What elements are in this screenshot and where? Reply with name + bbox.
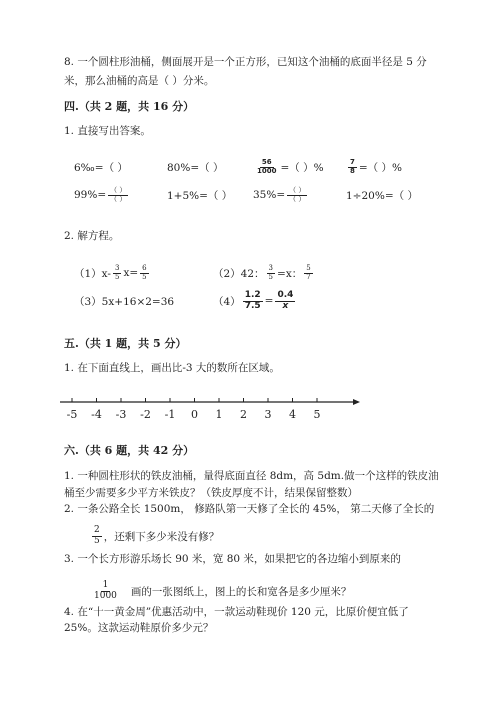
- fraction-numerator: 56: [261, 158, 272, 167]
- number-line-label: -3: [115, 408, 127, 421]
- equation-3: （3）5x+16×2=36: [74, 295, 175, 308]
- answer-99-percent: [74, 184, 130, 206]
- fraction-numerator: 1.2: [244, 290, 261, 301]
- sec6-q2-line2: [90, 522, 219, 550]
- equation-2: [213, 262, 315, 284]
- fraction-numerator: 2: [94, 525, 100, 536]
- sec6-q4-line2: 25%。这款运动鞋原价多少元？: [64, 622, 214, 634]
- fraction-numerator: 1: [102, 580, 109, 591]
- fraction-5-7: [304, 265, 312, 281]
- equation-text: x=: [123, 267, 139, 279]
- answer-7-over-8: [346, 156, 402, 178]
- fraction-numerator: 5: [306, 264, 311, 273]
- fraction-denominator: 8: [350, 166, 355, 175]
- expression: 99%=: [74, 189, 107, 201]
- equation-text: =x：: [277, 267, 303, 280]
- number-line-label: 5: [313, 408, 321, 421]
- sec4-q1-title: 1. 直接写出答案。: [64, 125, 151, 137]
- fraction-56-1000: [255, 159, 278, 175]
- answer-80-percent: 80%=（ ）: [167, 161, 224, 174]
- fraction-denominator: 5: [114, 272, 120, 281]
- answer-blank: =（ ）%: [280, 161, 324, 174]
- equation-text: （4）: [213, 295, 241, 308]
- fraction-denominator: 7.5: [244, 300, 261, 311]
- fraction-numerator: （ ）: [110, 186, 127, 195]
- fraction-numerator: 6: [142, 264, 147, 273]
- equation-1: [74, 262, 151, 284]
- number-line-label: 0: [191, 408, 198, 421]
- fraction-1.2-7.5: [243, 291, 263, 311]
- fraction-2-5: [92, 526, 102, 546]
- fraction-numerator: （ ）: [289, 186, 306, 195]
- sec5-q1: 1. 在下面直线上，画出比-3 大的数所在区域。: [64, 362, 280, 374]
- section6-title: 六.（共 6 题，共 42 分）: [64, 444, 195, 457]
- answer-1-plus-5-percent: 1+5%=（ ）: [167, 189, 233, 202]
- section5-title: 五.（共 1 题，共 5 分）: [64, 337, 187, 350]
- fraction-1-1000: [92, 581, 119, 601]
- fraction-numerator: 3: [114, 264, 120, 273]
- q8-line1: 8. 一个圆柱形油桶，侧面展开是一个正方形，已知这个油桶的底面半径是 5 分: [64, 56, 427, 68]
- fraction-denominator: （ ）: [289, 194, 306, 203]
- expression: 35%=: [253, 189, 286, 201]
- equation-text: =: [264, 295, 274, 307]
- number-line-label: 2: [240, 408, 247, 421]
- fraction-denominator: 7: [306, 272, 311, 281]
- equation-text: （2）42：: [213, 267, 265, 280]
- number-line-label: -1: [164, 408, 176, 421]
- fraction-denominator: 5: [94, 535, 100, 546]
- arrow-right-icon: [353, 399, 360, 405]
- fraction-6-5: [140, 265, 148, 281]
- fraction-numerator: 7: [350, 158, 355, 167]
- fraction-numerator: 3: [268, 264, 274, 273]
- answer-56-over-1000: [253, 156, 324, 178]
- sec6-q3-line1: 3. 一个长方形游乐场长 90 米，宽 80 米，如果把它的各边缩小到原来的: [64, 553, 401, 565]
- answer-35-permille: [253, 184, 309, 206]
- number-line-label: -2: [140, 408, 151, 421]
- question-text: 画的一张图纸上，图上的长和宽各是多少厘米？: [130, 585, 352, 598]
- sec6-q3-line2: [90, 577, 351, 605]
- answer-blank: =（ ）%: [358, 161, 402, 174]
- sec6-q2-line1: 2. 一条公路全长 1500m， 修路队第一天修了全长的 45%， 第二天修了全长的: [64, 503, 435, 515]
- fraction-numerator: 0.4: [277, 290, 294, 301]
- fraction-denominator: （ ）: [110, 194, 127, 203]
- fraction-denominator: 1000: [94, 590, 117, 601]
- sec4-q2-title: 2. 解方程。: [64, 230, 120, 242]
- section4-title: 四.（共 2 题，共 16 分）: [64, 100, 195, 113]
- fraction-0.4-x: [275, 291, 295, 311]
- fraction-denominator: 5: [268, 272, 274, 281]
- number-line-label: 1: [215, 408, 223, 421]
- q8-line2: 米，那么油桶的高是（ ）分米。: [64, 75, 215, 87]
- equation-4: [213, 288, 297, 314]
- number-line: [60, 398, 360, 428]
- question-text: ，还剩下多少米没有修？: [103, 530, 220, 543]
- equation-text: （1）x-: [74, 267, 111, 280]
- sec6-q1-line2: 桶至少需要多少平方米铁皮？（铁皮厚度不计，结果保留整数）: [64, 487, 358, 499]
- blank-fraction: [108, 187, 128, 203]
- answer-1-div-20-percent: 1÷20%=（ ）: [346, 189, 418, 202]
- fraction-denominator: 5: [142, 272, 147, 281]
- sec6-q4-line1: 4. 在“十一黄金周”优惠活动中，一款运动鞋现价 120 元，比原价便宜低了: [64, 606, 409, 618]
- fraction-denominator: x: [282, 300, 289, 311]
- answer-6-permille: 6‰=（ ）: [74, 161, 128, 174]
- number-line-label: -4: [91, 408, 102, 421]
- fraction-3-5: [267, 265, 275, 281]
- number-line-label: 4: [289, 408, 296, 421]
- number-line-label: 3: [264, 408, 272, 421]
- fraction-3-5: [113, 265, 121, 281]
- fraction-denominator: 1000: [257, 166, 277, 175]
- blank-fraction: [287, 187, 307, 203]
- number-line-label: -5: [66, 408, 78, 421]
- fraction-7-8: [348, 159, 357, 175]
- sec6-q1-line1: 1. 一种圆柱形状的铁皮油桶，量得底面直径 8dm，高 5dm.做一个这样的铁皮油: [64, 470, 439, 482]
